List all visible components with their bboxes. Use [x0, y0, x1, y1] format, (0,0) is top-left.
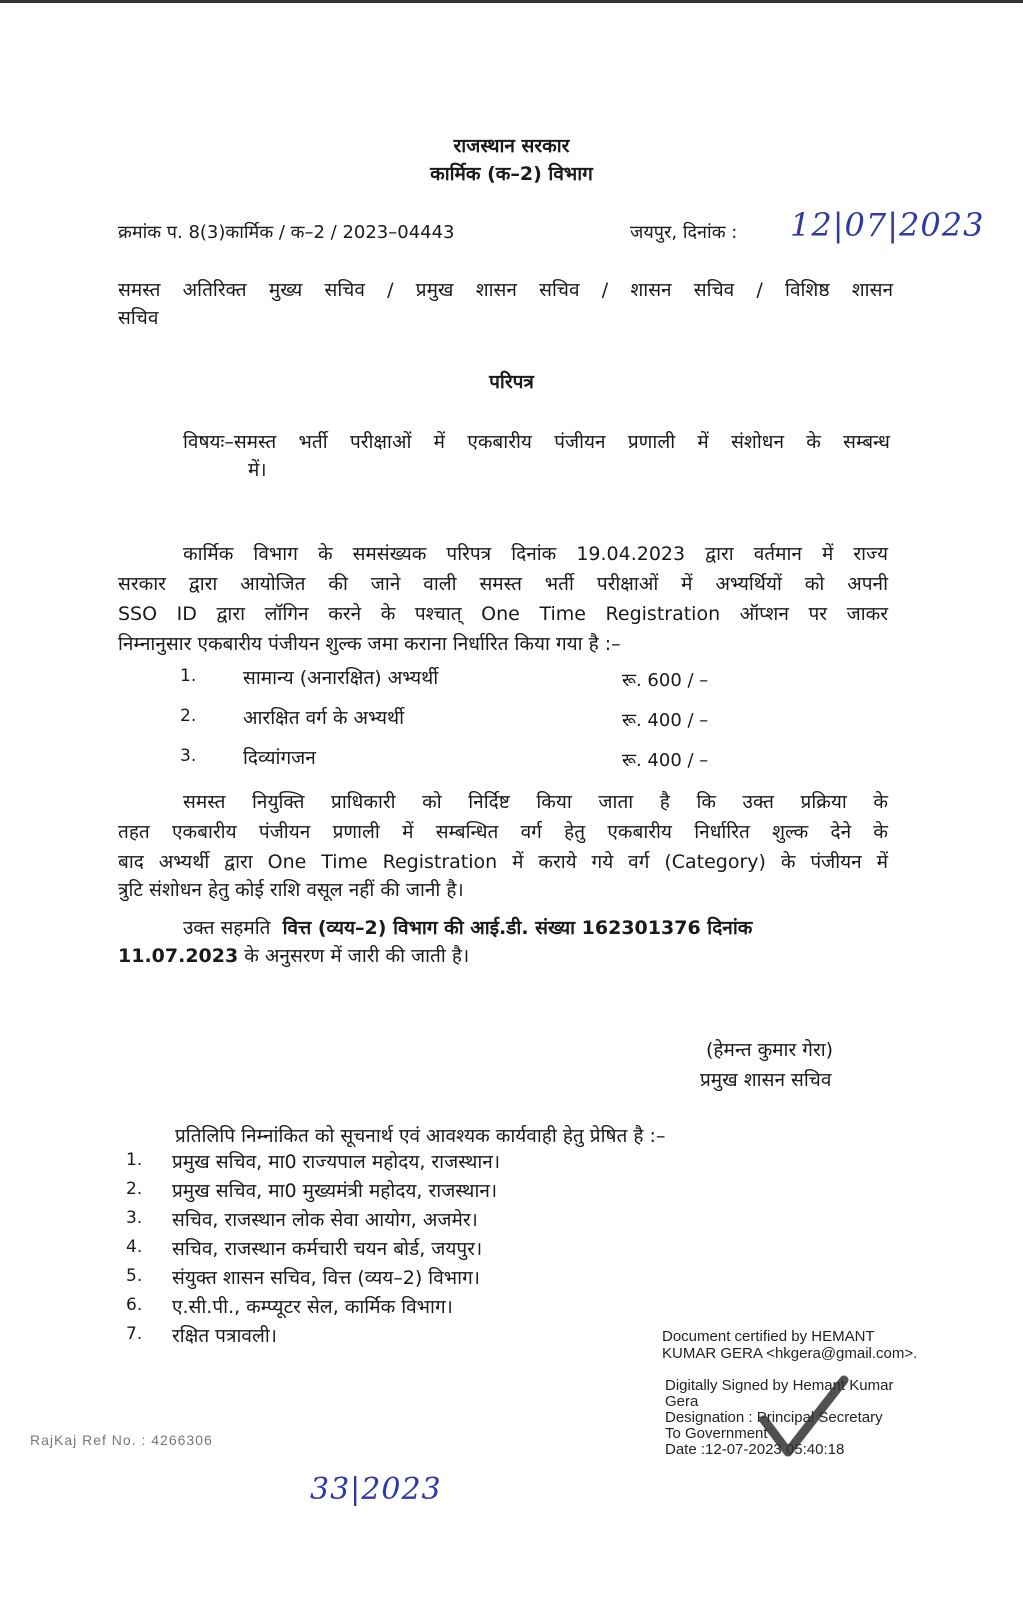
para1-line-3: SSO ID द्वारा लॉगिन करने के पश्चात् One Time Registration ऑप्शन पर जाकर — [118, 603, 888, 625]
copy-item-text: रक्षित पत्रावली। — [172, 1325, 277, 1347]
rajkaj-reference: RajKaj Ref No. : 4266306 — [30, 1432, 213, 1448]
fee-amount: रू. 600 / – — [622, 670, 709, 691]
govt-heading: राजस्थान सरकार — [453, 135, 570, 157]
handwritten-number: 33|2023 — [310, 1472, 442, 1507]
copy-item-number: 7. — [126, 1324, 143, 1344]
copy-to-intro: प्रतिलिपि निम्नांकित को सूचनार्थ एवं आवश्यक कार्यवाही हेतु प्रेषित है :– — [175, 1125, 666, 1147]
certified-by-line-2: KUMAR GERA <hkgera@gmail.com>. — [662, 1345, 918, 1362]
signatory-name: (हेमन्त कुमार गेरा) — [706, 1039, 834, 1061]
signatory-designation: प्रमुख शासन सचिव — [700, 1069, 832, 1091]
para3-line-2 — [118, 942, 469, 968]
para2-line-3: बाद अभ्यर्थी द्वारा One Time Registration में कराये गये वर्ग (Category) के पंजीयन में — [118, 851, 888, 873]
copy-item-text: प्रमुख सचिव, मा0 राज्यपाल महोदय, राजस्थान। — [172, 1151, 501, 1173]
para3-date: 11.07.2023 — [118, 945, 239, 967]
para3-line-1 — [183, 914, 752, 940]
copy-item-text: संयुक्त शासन सचिव, वित्त (व्यय–2) विभाग। — [172, 1267, 480, 1289]
para3-bold: वित्त (व्यय–2) विभाग की आई.डी. संख्या 162301376 दिनांक — [282, 917, 753, 939]
fee-number: 2. — [180, 706, 197, 726]
copy-item-text: ए.सी.पी., कम्प्यूटर सेल, कार्मिक विभाग। — [172, 1296, 453, 1318]
para2-line-2: तहत एकबारीय पंजीयन प्रणाली में सम्बन्धित वर्ग हेतु एकबारीय निर्धारित शुल्क देने के — [118, 821, 888, 843]
certified-by-line-1: Document certified by HEMANT — [662, 1328, 875, 1345]
reference-number: क्रमांक प. 8(3)कार्मिक / क–2 / 2023–04443 — [118, 222, 455, 243]
place-date-label: जयपुर, दिनांक : — [630, 222, 738, 243]
fee-amount: रू. 400 / – — [622, 750, 709, 771]
circular-title: परिपत्र — [489, 371, 534, 393]
addressee-line-2: सचिव — [118, 307, 159, 329]
addressee-line-1: समस्त अतिरिक्त मुख्य सचिव / प्रमुख शासन सचिव / शासन सचिव / विशिष्ठ शासन — [118, 279, 893, 301]
handwritten-date: 12|07|2023 — [790, 206, 985, 244]
fee-amount: रू. 400 / – — [622, 710, 709, 731]
para1-line-2: सरकार द्वारा आयोजित की जाने वाली समस्त भर्ती परीक्षाओं में अभ्यर्थियों को अपनी — [118, 573, 888, 595]
subject-line-1: विषयः–समस्त भर्ती परीक्षाओं में एकबारीय पंजीयन प्रणाली में संशोधन के सम्बन्ध — [183, 431, 890, 453]
para1-line-1: कार्मिक विभाग के समसंख्यक परिपत्र दिनांक 19.04.2023 द्वारा वर्तमान में राज्य — [183, 543, 888, 565]
signed-by-line-1: Digitally Signed by Hemant Kumar — [665, 1377, 894, 1394]
copy-item-number: 4. — [126, 1237, 143, 1257]
subject-line-2: में। — [248, 459, 267, 481]
fee-category: सामान्य (अनारक्षित) अभ्यर्थी — [243, 667, 439, 689]
copy-item-text: प्रमुख सचिव, मा0 मुख्यमंत्री महोदय, राजस्थान। — [172, 1180, 498, 1202]
certification-block — [662, 1328, 917, 1362]
signed-by-line-2: Gera — [665, 1393, 699, 1410]
para2-line-4: त्रुटि संशोधन हेतु कोई राशि वसूल नहीं की जानी है। — [118, 879, 464, 901]
fee-number: 1. — [180, 666, 197, 686]
para3-prefix: उक्त सहमति — [183, 917, 271, 939]
department-heading: कार्मिक (क–2) विभाग — [430, 163, 593, 185]
fee-category: दिव्यांगजन — [243, 747, 316, 769]
designation-line-2: To Government — [665, 1425, 768, 1442]
fee-category: आरक्षित वर्ग के अभ्यर्थी — [243, 707, 405, 729]
para3-rest: के अनुसरण में जारी की जाती है। — [244, 945, 470, 967]
signature-date: Date :12-07-2023 05:40:18 — [665, 1441, 845, 1458]
scan-top-border — [0, 0, 1023, 3]
copy-item-number: 5. — [126, 1266, 143, 1286]
fee-number: 3. — [180, 746, 197, 766]
copy-item-number: 2. — [126, 1179, 143, 1199]
copy-item-number: 3. — [126, 1208, 143, 1228]
checkmark-icon — [758, 1372, 850, 1464]
copy-item-text: सचिव, राजस्थान कर्मचारी चयन बोर्ड, जयपुर। — [172, 1238, 483, 1260]
copy-item-text: सचिव, राजस्थान लोक सेवा आयोग, अजमेर। — [172, 1209, 478, 1231]
para2-line-1: समस्त नियुक्ति प्राधिकारी को निर्दिष्ट किया जाता है कि उक्त प्रक्रिया के — [183, 791, 888, 813]
copy-item-number: 1. — [126, 1150, 143, 1170]
copy-item-number: 6. — [126, 1295, 143, 1315]
designation-line-1: Designation : Principal Secretary — [665, 1409, 883, 1426]
para1-line-4: निम्नानुसार एकबारीय पंजीयन शुल्क जमा कराना निर्धारित किया गया है :– — [118, 633, 621, 655]
